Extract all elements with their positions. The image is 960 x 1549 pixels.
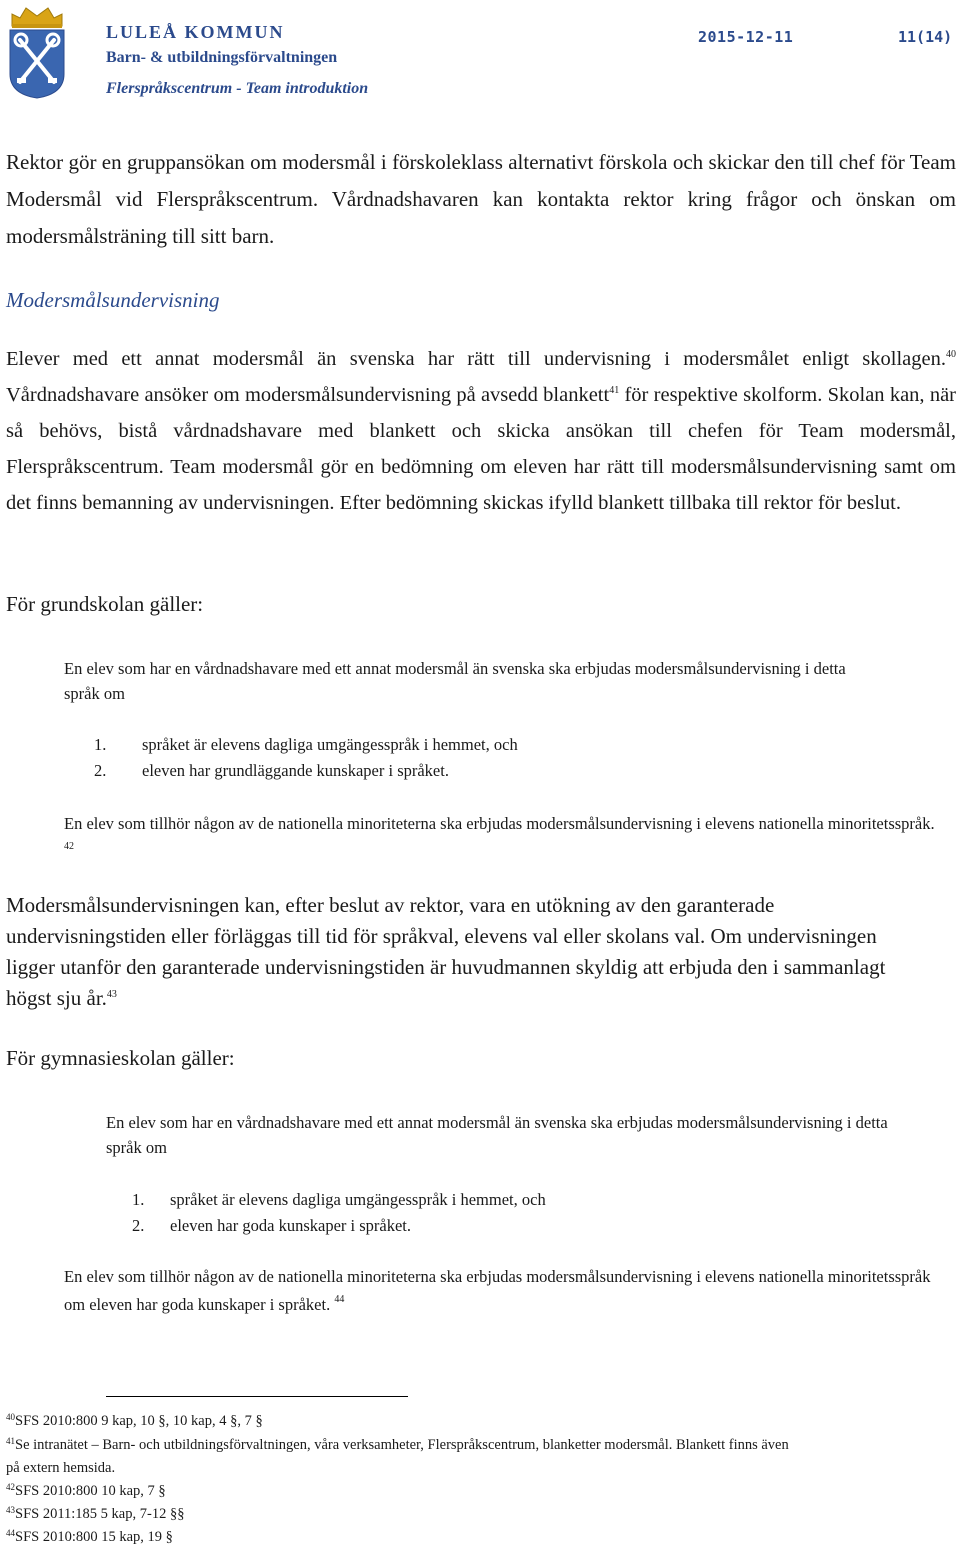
lulea-coat-of-arms-logo (6, 4, 68, 100)
footnote-text: SFS 2010:800 15 kap, 19 § (15, 1529, 173, 1545)
paragraph-text: Modersmålsundervisningen kan, efter beslut av rektor, vara en utökning av den garanterade undervisningstiden eller förläggas till tid för språkval, elevens val eller skolans val. Om undervisningen ligger utanför den garanterade undervisningstiden är huvudmannen skyldig att erbjuda den i sammanlagt högst sju år. (6, 893, 886, 1010)
grundskolan-heading: För grundskolan gäller: (6, 592, 204, 616)
footnote (6, 1434, 806, 1480)
list-text: språket är elevens dagliga umgängesspråk i hemmet, och (142, 735, 518, 754)
gymnasieskolan-quote-2 (64, 1263, 944, 1319)
list-number: 1. (94, 735, 107, 754)
footnote (6, 1503, 806, 1526)
gymnasieskolan-quote-1: En elev som har en vårdnadshavare med ett annat modersmål än svenska ska erbjudas modersmålsundervisning i detta språk om (106, 1113, 888, 1157)
grundskolan-quote-1: En elev som har en vårdnadshavare med ett annat modersmål än svenska ska erbjudas modersmålsundervisning i detta språk om (64, 659, 846, 703)
section-heading: Modersmålsundervisning (6, 288, 220, 312)
footnote-text: SFS 2010:800 9 kap, 10 §, 10 kap, 4 §, 7 § (15, 1413, 263, 1429)
list-text: eleven har grundläggande kunskaper i språket. (142, 761, 449, 780)
footnote-ref-44[interactable]: 44 (334, 1294, 345, 1305)
modersmal-time-paragraph (6, 890, 886, 1014)
footnote-text: SFS 2011:185 5 kap, 7-12 §§ (15, 1506, 185, 1522)
footnote-ref-43[interactable]: 43 (106, 989, 117, 1000)
department-name: Barn- & utbildningsförvaltningen (106, 49, 338, 66)
intro-paragraph: Rektor gör en gruppansökan om modersmål i förskoleklass alternativt förskola och skickar den till chef för Team Modersmål vid Flerspråkscentrum. Vårdnadshavaren kan kontakta rektor kring frågor och önskan om modersmålsträning till sitt barn. (6, 150, 956, 248)
unit-name: Flerspråkscentrum - Team introduktion (106, 80, 369, 97)
list-number: 2. (94, 761, 107, 780)
list-text: eleven har goda kunskaper i språket. (170, 1216, 411, 1235)
list-number: 1. (132, 1190, 145, 1209)
footnote (6, 1526, 806, 1549)
quote-text: En elev som tillhör någon av de nationella minoriteterna ska erbjudas modersmålsundervisning i elevens nationella minoritetsspråk om eleven har goda kunskaper i språket. (64, 1267, 931, 1314)
footnote-number: 43 (6, 1505, 15, 1515)
list-text: språket är elevens dagliga umgängesspråk i hemmet, och (170, 1190, 546, 1209)
list-item (94, 758, 518, 784)
gymnasieskolan-heading: För gymnasieskolan gäller: (6, 1046, 235, 1070)
grundskolan-quote-2 (64, 810, 944, 866)
footnote-text: Se intranätet – Barn- och utbildningsförvaltningen, våra verksamheter, Flerspråkscentrum, blanketter modersmål. Blankett finns även på extern hemsida. (6, 1437, 789, 1476)
paragraph-text-a: Elever med ett annat modersmål än svenska har rätt till undervisning i modersmålet enligt skollagen. (6, 348, 946, 370)
footnote-ref-40[interactable]: 40 (946, 349, 956, 360)
footnote-number: 41 (6, 1436, 15, 1446)
footnote-number: 44 (6, 1528, 15, 1538)
footnote-divider (106, 1396, 408, 1397)
paragraph-text-c: för respektive skolform. Skolan kan, när så behövs, bistå vårdnadshavare med blankett och skicka ansökan till chefen för Team modersmål, Flerspråkscentrum. Team modersmål gör en bedömning om eleven har rätt till modersmålsundervisning samt om det finns bemanning av undervisningen. Efter bedömning skickas ifylld blankett tillbaka till rektor för beslut. (6, 384, 956, 514)
quote-text: En elev som tillhör någon av de nationella minoriteterna ska erbjudas modersmålsundervisning i elevens nationella minoritetsspråk. (64, 814, 935, 833)
footnote-number: 40 (6, 1412, 15, 1422)
modersmal-paragraph (6, 341, 956, 521)
document-date: 2015-12-11 (698, 28, 794, 46)
footnote (6, 1480, 806, 1503)
list-item (132, 1213, 546, 1239)
footnote-ref-41[interactable]: 41 (609, 385, 620, 396)
list-item (94, 732, 518, 758)
footnote-number: 42 (6, 1482, 15, 1492)
paragraph-text-b: Vårdnadshavare ansöker om modersmålsundervisning på avsedd blankett (6, 384, 610, 406)
organization-name: LULEÅ KOMMUN (106, 22, 285, 42)
list-number: 2. (132, 1216, 145, 1235)
footnote-ref-42[interactable]: 42 (64, 841, 74, 852)
page-number: 11(14) (898, 28, 953, 46)
footnote (6, 1410, 806, 1433)
footnote-text: SFS 2010:800 10 kap, 7 § (15, 1483, 166, 1499)
list-item (132, 1187, 546, 1213)
